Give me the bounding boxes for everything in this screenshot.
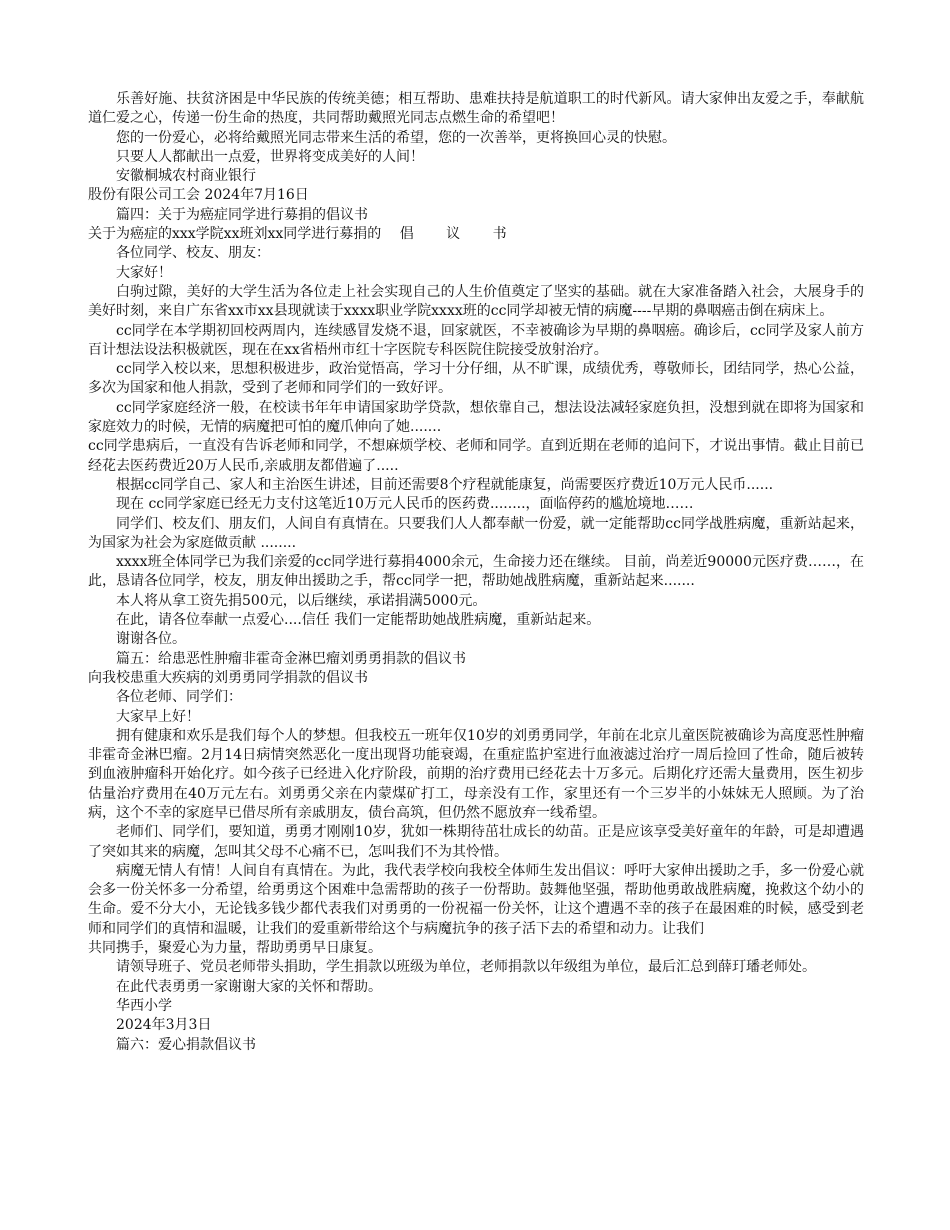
paragraph: 现在 cc同学家庭已经无力支付这笔近10万元人民币的医药费........，面临停药的尴尬境地…… <box>116 496 694 513</box>
paragraph: 在此，请各位奉献一点爱心....信任 我们一定能帮助她战胜病魔，重新站起来。 <box>116 612 601 629</box>
paragraph: 只要人人都献出一点爱，世界将变成美好的人间！ <box>116 148 424 165</box>
paragraph: 您的一份爱心，必将给戴照光同志带来生活的希望，您的一次善举，更将换回心灵的快慰。 <box>116 129 676 146</box>
paragraph: 乐善好施、扶贫济困是中华民族的传统美德；相互帮助、患难扶持是航道职工的时代新风。请大家伸出友爱之手，奉献航道仁爱之心，传递一份生命的热度，共同帮助戴照光同志点燃生命的希望吧！ <box>88 91 864 127</box>
paragraph: cc同学在本学期初回校两周内，连续感冒发烧不退，回家就医，不幸被确诊为早期的鼻咽癌。确诊后，cc同学及家人前方百计想法设法积极就医，现在在xx省梧州市红十字医院专科医院住院接受放射治疗。 <box>88 322 864 358</box>
signature-line: 华西小学 <box>116 997 172 1014</box>
paragraph: 老师们、同学们，要知道，勇勇才刚刚10岁，犹如一株期待茁壮成长的幼苗。正是应该享受美好童年的年龄，可是却遭遇了突如其来的病魔，怎叫其父母不心痛不已，怎叫我们不为其怜惜。 <box>88 824 864 860</box>
closing: 在此代表勇勇一家谢谢大家的关怀和帮助。 <box>116 978 382 995</box>
paragraph: 根据cc同学自己、家人和主治医生讲述，目前还需要8个疗程就能康复，尚需要医疗费近10万元人民币...... <box>116 476 774 493</box>
document-body <box>88 90 864 1055</box>
document-title: 关于为癌症的xxx学院xx班刘xx同学进行募捐的 倡 议 书 <box>88 226 507 243</box>
paragraph: 病魔无情人有情！人间自有真情在。为此，我代表学校向我校全体师生发出倡议：呼吁大家伸出援助之手，多一份爱心就会多一份关怀多一分希望，给勇勇这个困难中急需帮助的孩子一份帮助。鼓舞他坚强，帮助他勇敢战胜病魔，挽救这个幼小的生命。爱不分大小，无论钱多钱少都代表我们对勇勇的一份祝福一份关怀，让这个遭遇不幸的孩子在最困难的时候，感受到老师和同学们的真情和温暖，让我们的爱重新带给这个与病魔抗争的孩子活下去的希望和动力。让我们 <box>88 862 864 937</box>
paragraph: xxxx班全体同学已为我们亲爱的cc同学进行募捐4000余元，生命接力还在继续。 目前，尚差近90000元医疗费……，在此，恳请各位同学，校友，朋友伸出援助之手，帮cc同学一把，帮助她战胜病魔，重新站起来....... <box>88 554 864 590</box>
paragraph: cc同学患病后，一直没有告诉老师和同学，不想麻烦学校、老师和同学。直到近期在老师的追问下，才说出事情。截止目前已经花去医药费近20万人民币,亲戚朋友都借遍了..... <box>88 438 864 474</box>
paragraph: 同学们、校友们、朋友们，人间自有真情在。只要我们人人都奉献一份爱，就一定能帮助cc同学战胜病魔，重新站起来，为国家为社会为家庭做贡献 ........ <box>88 515 864 551</box>
greeting: 大家好！ <box>116 264 172 281</box>
signature-date-line: 2024年3月3日 <box>116 1017 212 1034</box>
salutation: 各位老师、同学们： <box>116 689 242 706</box>
signature-date-line: 股份有限公司工会 2024年7月16日 <box>88 187 309 204</box>
paragraph: cc同学家庭经济一般，在校读书年年申请国家助学贷款，想依靠自己，想法设法减轻家庭负担，没想到就在即将为国家和家庭效力的时候，无情的病魔把可怕的魔爪伸向了她....... <box>88 399 864 436</box>
paragraph: cc同学入校以来，思想积极进步，政治觉悟高，学习十分仔细，从不旷课，成绩优秀，尊敬师长，团结同学，热心公益，多次为国家和他人捐款，受到了老师和同学们的一致好评。 <box>88 361 864 397</box>
section-heading: 篇五：给患恶性肿瘤非霍奇金淋巴瘤刘勇勇捐款的倡议书 <box>116 650 466 667</box>
paragraph: 拥有健康和欢乐是我们每个人的梦想。但我校五一班年仅10岁的刘勇勇同学，年前在北京儿童医院被确诊为高度恶性肿瘤非霍奇金淋巴瘤。2月14日病情突然恶化一度出现肾功能衰竭，在重症监护室进行血液滤过治疗一周后捡回了性命，随后被转到血液肿瘤科开始化疗。如今孩子已经进入化疗阶段，前期的治疗费用已经花去十万多元。后期化疗还需大量费用，医生初步估量治疗费用在40万元左右。刘勇勇父亲在内蒙煤矿打工，母亲没有工作，家里还有一个三岁半的小妹妹无人照顾。为了治病，这个不幸的家庭早已借尽所有亲戚朋友，债台高筑，但仍然不愿放弃一线希望。 <box>88 727 864 821</box>
paragraph: 请领导班子、党员老师带头捐助，学生捐款以班级为单位，老师捐款以年级组为单位，最后汇总到薛玎璠老师处。 <box>116 959 816 976</box>
paragraph: 本人将从拿工资先捐500元，以后继续，承诺捐满5000元。 <box>116 592 487 609</box>
greeting: 大家早上好！ <box>116 708 200 725</box>
paragraph: 共同携手，聚爱心为力量，帮助勇勇早日康复。 <box>88 940 382 957</box>
closing: 谢谢各位。 <box>116 631 186 648</box>
section-heading: 篇六：爱心捐款倡议书 <box>116 1036 256 1053</box>
signature-line: 安徽桐城农村商业银行 <box>116 168 256 185</box>
section-heading: 篇四：关于为癌症同学进行募捐的倡议书 <box>116 206 368 223</box>
salutation: 各位同学、校友、朋友： <box>116 245 270 262</box>
document-title: 向我校患重大疾病的刘勇勇同学捐款的倡议书 <box>88 669 368 686</box>
paragraph: 白驹过隙，美好的大学生活为各位走上社会实现自己的人生价值奠定了坚实的基础。就在大家准备踏入社会，大展身手的美好时刻，来自广东省xx市xx县现就读于xxxx职业学院xxxx班的cc同学却被无情的病魔----早期的鼻咽癌击倒在病床上。 <box>88 283 864 320</box>
